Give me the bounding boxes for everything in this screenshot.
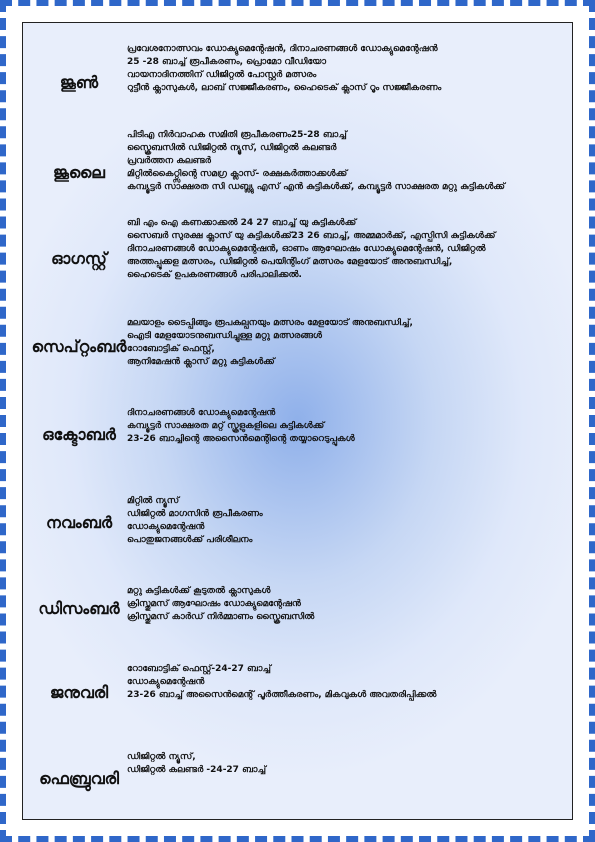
- activity-line: സൈബർ സുരക്ഷ ക്ലാസ് യു കുട്ടികൾക്ക്23 26 ബാച്ച്, അമ്മമാർക്ക്, എസ്പിസി കുട്ടികൾക്ക്: [127, 231, 496, 241]
- activity-line: ക്രിസ്തുമസ് കാർഡ് നിർമ്മാണം സ്ക്രൈബസിൽ: [127, 612, 315, 622]
- activity-line: ഡിജിറ്റൽ കലണ്ടർ -24-27 ബാച്ച്: [127, 765, 266, 775]
- activity-line: ആനിമേഷൻ ക്ലാസ് മറ്റു കുട്ടികൾക്ക്: [127, 357, 275, 367]
- activity-line: റുട്ടീൻ ക്ലാസുകൾ, ലാബ് സജ്ജീകരണം, ഹൈടെക് ക്ലാസ് റൂം സജ്ജീകരണം: [127, 83, 442, 93]
- activity-line: ഹൈടെക് ഉപകരണങ്ങൾ പരിപാലിക്കൽ.: [127, 270, 302, 280]
- month-activities: [127, 663, 567, 702]
- month-label: ഫെബ്രുവരി: [39, 769, 119, 788]
- activity-line: റോബോട്ടിക് ഫെസ്റ്റ്,: [127, 344, 215, 354]
- activity-line: 23-26 ബാച്ചിന്റെ അസൈൻമെന്റിന്റെ തയ്യാറെടുപ്പുകൾ: [127, 434, 355, 444]
- activity-line: ഡോക്യുമെന്റേഷൻ: [127, 677, 205, 687]
- activity-line: പിടിഎ നിർവാഹക സമിതി രൂപീകരണം25-28 ബാച്ച്: [127, 130, 347, 140]
- month-label: ഒക്ടോബർ: [42, 425, 116, 444]
- month-label: സെപ്റ്റംബർ: [31, 337, 127, 356]
- activity-line: മിറ്റിൽ ന്യൂസ്: [127, 496, 180, 506]
- month-activities: [127, 43, 567, 95]
- activity-line: മറ്റു കുട്ടികൾക്ക് കൂടുതൽ ക്ലാസുകൾ: [127, 586, 271, 596]
- activity-line: മിറ്റിൽകൈറ്റ്സിന്റെ സമഗ്ര ക്ലാസ്- രക്ഷകർത്താക്കൾക്ക്: [127, 169, 348, 179]
- activity-line: ദിനാചരണങ്ങൾ ഡോക്യുമെന്റേഷൻ, ഓണം ആഘോഷം ഡോക്യുമെന്റേഷൻ, ഡിജിറ്റൽ: [127, 244, 486, 254]
- month-label: ഓഗസ്റ്റ്: [51, 249, 107, 268]
- activity-line: കമ്പ്യൂട്ടർ സാക്ഷരത മറ്റ് സ്കൂളുകളിലെ കുട്ടികൾക്ക്: [127, 421, 325, 431]
- month-activities: [127, 217, 567, 282]
- month-label: ജൂൺ: [59, 73, 99, 92]
- activity-line: 23-26 ബാച്ച് അസൈൻമെന്റ് പൂർത്തീകരണം, മികവുകൾ അവതരിപ്പിക്കൽ: [127, 690, 437, 700]
- month-label: ജൂലൈ: [52, 163, 105, 182]
- activity-line: പ്രവർത്തന കലണ്ടർ: [127, 156, 211, 166]
- activity-line: കമ്പ്യൂട്ടർ സാക്ഷരത സി ഡബ്ല്യു എസ് എൻ കുട്ടികൾക്ക്, കമ്പ്യൂട്ടർ സാക്ഷരത മറ്റു കുട്ടികൾക്ക്: [127, 182, 505, 192]
- activity-line: ദിനാചരണങ്ങൾ ഡോക്യുമെന്റേഷൻ: [127, 408, 276, 418]
- activity-line: ഡിജിറ്റൽ ന്യൂസ്,: [127, 752, 196, 762]
- month-label: ഡിസംബർ: [38, 599, 120, 618]
- month-activities: [127, 407, 567, 446]
- activity-line: 25 -28 ബാച്ച് രൂപീകരണം, പ്രൊമോ വീഡിയോ: [127, 57, 327, 67]
- month-activities: [127, 751, 567, 777]
- activity-line: ബി എം ഐ കണക്കാക്കൽ 24 27 ബാച്ച് യു കുട്ടികൾക്ക്: [127, 218, 357, 228]
- activity-line: മലയാളം ടൈപ്പിങ്ങും രൂപകല്പനയും മത്സരം മേളയോട് അനുബന്ധിച്ച്,: [127, 318, 413, 328]
- activity-line: ഐടി മേളയോടനുബന്ധിച്ചുള്ള മറ്റു മത്സരങ്ങൾ: [127, 331, 322, 341]
- activity-line: പൊതുജനങ്ങൾക്ക് പരിശീലനം: [127, 535, 253, 545]
- month-label: ജനുവരി: [49, 683, 109, 702]
- activity-line: സ്ക്രൈബസിൽ ഡിജിറ്റൽ ന്യൂസ്, ഡിജിറ്റൽ കലണ്ടർ: [127, 143, 337, 153]
- month-label: നവംബർ: [45, 513, 113, 532]
- schedule-panel: [22, 22, 573, 820]
- month-activities: [127, 495, 567, 547]
- activity-line: വായനാദിനത്തിന് ഡിജിറ്റൽ പോസ്റ്റർ മത്സരം: [127, 70, 317, 80]
- activity-line: റോബോട്ടിക് ഫെസ്റ്റ്-24-27 ബാച്ച്: [127, 664, 271, 674]
- activity-line: പ്രവേശനോത്സവം ഡോക്യുമെന്റേഷൻ, ദിനാചരണങ്ങൾ ഡോക്യുമെന്റേഷൻ: [127, 44, 438, 54]
- month-activities: [127, 317, 567, 369]
- activity-line: ക്രിസ്തുമസ് ആഘോഷം ഡോക്യുമെന്റേഷൻ: [127, 599, 301, 609]
- month-activities: [127, 585, 567, 624]
- activity-line: അത്തപ്പൂക്കള മത്സരം, ഡിജിറ്റൽ പെയിന്റിംഗ് മത്സരം മേളയോട് അനുബന്ധിച്ച്,: [127, 257, 453, 267]
- activity-line: ഡോക്യുമെന്റേഷൻ: [127, 522, 205, 532]
- activity-line: ഡിജിറ്റൽ മാഗസിൻ രൂപീകരണം: [127, 509, 263, 519]
- month-activities: [127, 129, 567, 194]
